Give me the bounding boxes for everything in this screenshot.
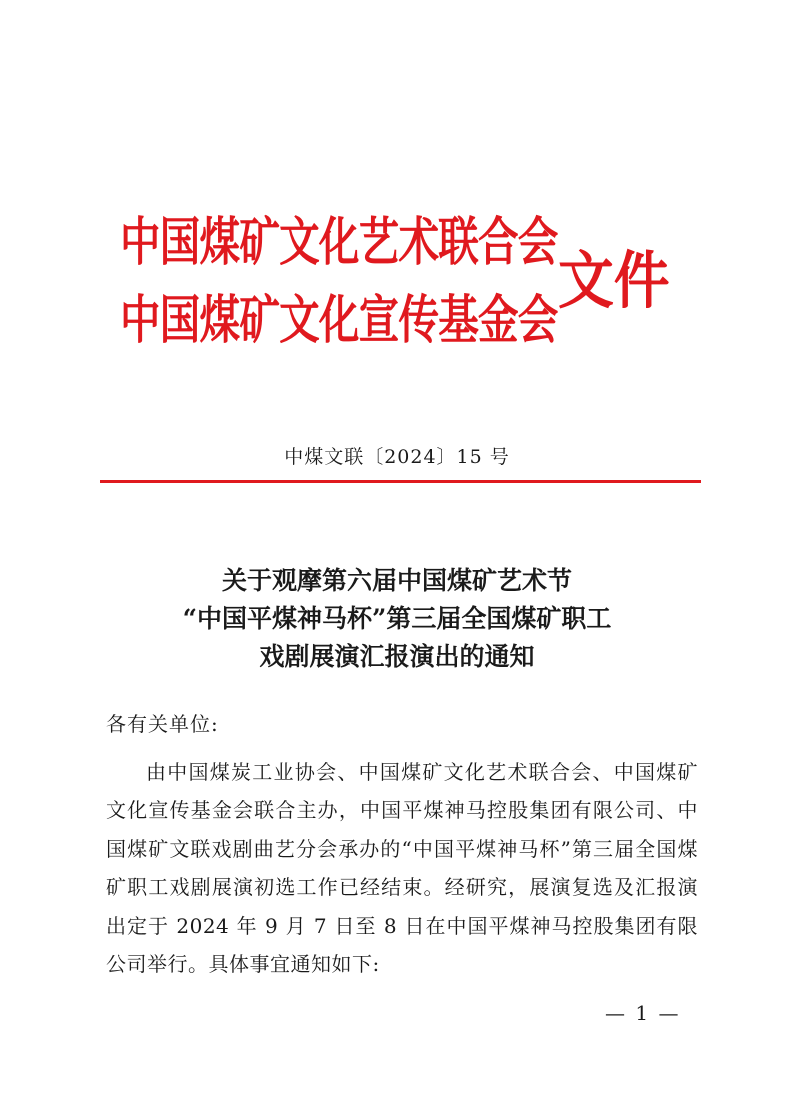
document-title	[0, 562, 794, 676]
issuing-org-2: 中国煤矿文化宣传基金会	[120, 290, 558, 351]
issuing-org-1: 中国煤矿文化艺术联合会	[120, 212, 558, 273]
document-header	[120, 206, 700, 356]
title-line-1: 关于观摩第六届中国煤矿艺术节	[221, 566, 572, 595]
header-divider	[100, 480, 701, 483]
page-number: — 1 —	[605, 1001, 681, 1025]
title-line-2: “中国平煤神马杯”第三届全国煤矿职工	[182, 604, 612, 633]
salutation: 各有关单位:	[106, 712, 219, 736]
document-type-label: 文件	[558, 244, 670, 317]
title-line-3: 戏剧展演汇报演出的通知	[259, 642, 535, 671]
document-number: 中煤文联〔2024〕15 号	[284, 446, 510, 468]
body-paragraph: 由中国煤炭工业协会、中国煤矿文化艺术联合会、中国煤矿文化宣传基金会联合主办，中国平煤神马控股集团有限公司、中国煤矿文联戏剧曲艺分会承办的“中国平煤神马杯”第三届全国煤矿职工戏剧展演初选工作已经结束。经研究，展演复选及汇报演出定于 2024 年 9 月 7 日至 8 日在中国平煤神马控股集团有限公司举行。具体事宜通知如下:	[106, 760, 698, 977]
